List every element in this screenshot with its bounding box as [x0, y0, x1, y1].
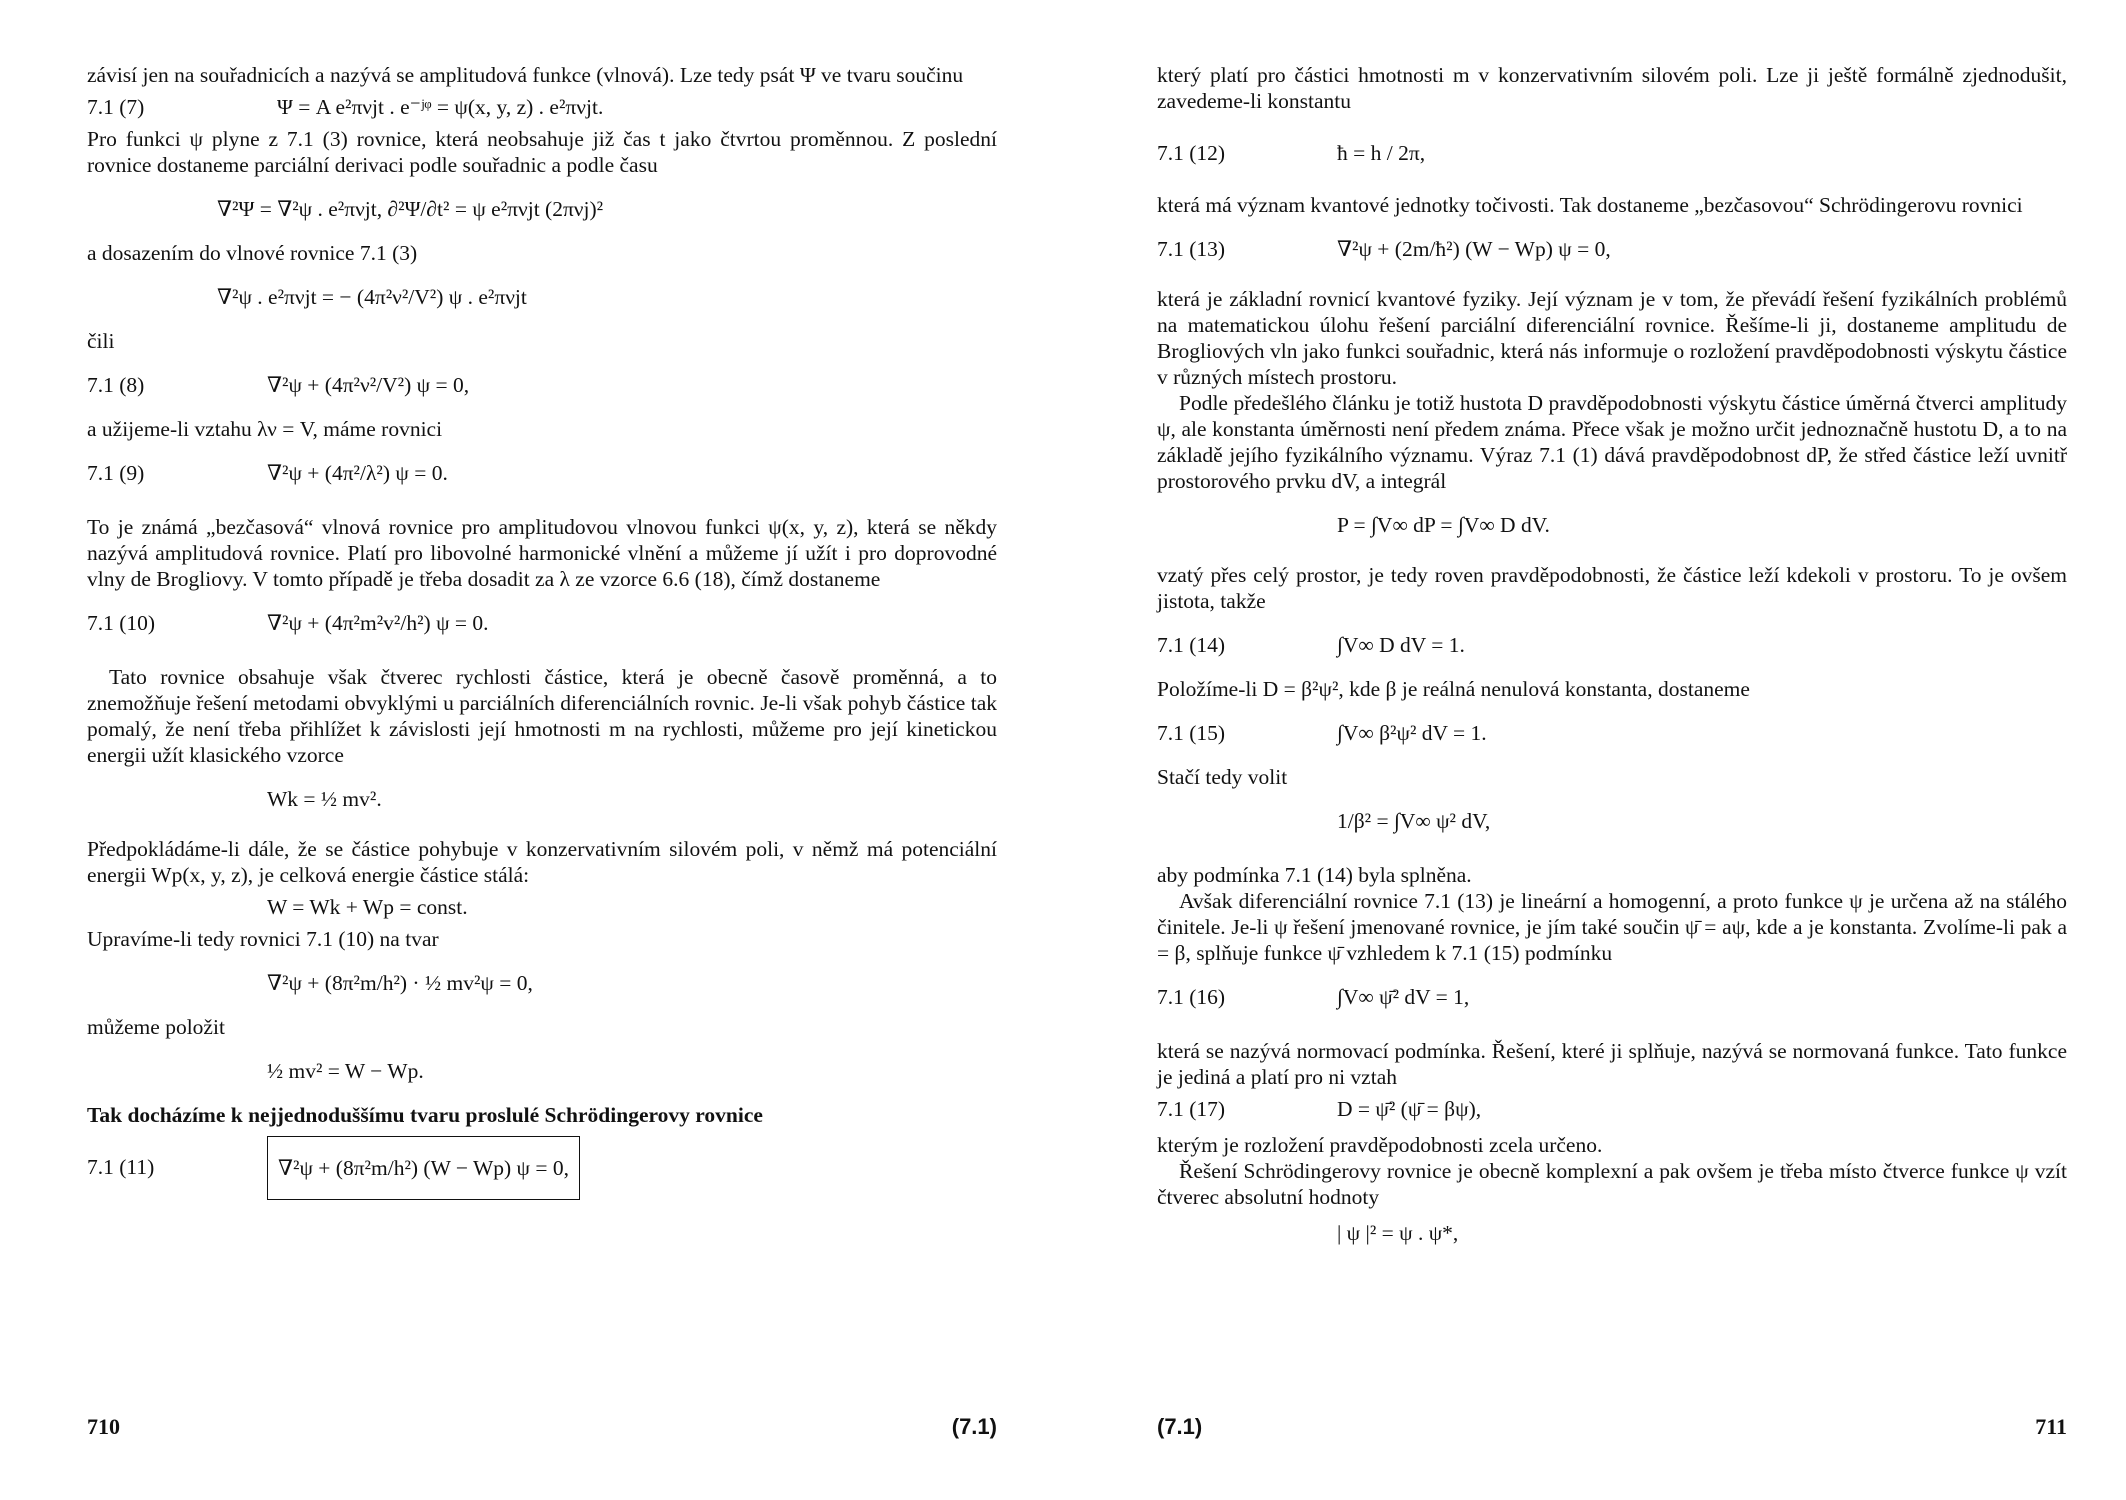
paragraph: Upravíme-li tedy rovnici 7.1 (10) na tvar: [87, 927, 439, 951]
equation-7-1-13: [1157, 218, 2067, 280]
equation-expression: D = ψ̄² (ψ̄ = βψ),: [1337, 1097, 1482, 1121]
equation-7-1-10: [87, 592, 997, 654]
equation-rearranged: [87, 952, 997, 1014]
paragraph: Řešení Schrödingerovy rovnice je obecně komplexní a pak ovšem je třeba místo čtverce funkce ψ vzít čtverec absolutní hodnoty: [1157, 1159, 2067, 1209]
equation-number: 7.1 (7): [87, 95, 145, 119]
paragraph: Stačí tedy volit: [1157, 765, 1288, 789]
equation-expression: W = Wk + Wp = const.: [267, 895, 468, 919]
equation-7-1-15: [1157, 702, 2067, 764]
equation-total-energy: [87, 894, 997, 920]
schrodinger-equation-box: ∇²ψ + (8π²m/h²) (W − Wp) ψ = 0,: [267, 1136, 580, 1200]
equation-substitution: [87, 266, 997, 328]
equation-7-1-17: [1157, 1096, 2067, 1122]
equation-expression: ∇²ψ + (4π²ν²/V²) ψ = 0,: [267, 373, 470, 397]
paragraph: Tak docházíme k nejjednoduššímu tvaru proslulé Schrödingerovy rovnice: [87, 1103, 763, 1127]
equation-absolute-value: [1157, 1220, 2067, 1246]
equation-kinetic-energy: [87, 768, 997, 830]
equation-number: 7.1 (15): [1157, 721, 1226, 745]
equation-expression: ∫V∞ ψ̄² dV = 1,: [1337, 985, 1470, 1009]
paragraph: můžeme položit: [87, 1015, 225, 1039]
equation-7-1-16: [1157, 966, 2067, 1028]
equation-7-1-8: [87, 354, 997, 416]
paragraph: Tato rovnice obsahuje však čtverec rychlosti částice, která je obecně časově proměnná, a to znemožňuje řešení metodami obvyklými u parciálních diferenciálních rovnic. Je-li však pohyb částice tak pomalý, že není třeba přihlížet k závislosti její hmotnosti m na rychlosti, můžeme pro její kinetickou energii užít klasického vzorce: [87, 665, 997, 767]
equation-expression: ∇²Ψ = ∇²ψ . e²πνjt, ∂²Ψ/∂t² = ψ e²πνjt (2πνj)²: [217, 197, 604, 221]
equation-expression: ∇²ψ + (8π²m/h²) · ½ mv²ψ = 0,: [267, 971, 533, 995]
equation-half-mv2: [87, 1040, 997, 1102]
equation-number: 7.1 (11): [87, 1155, 155, 1179]
equation-number: 7.1 (13): [1157, 237, 1226, 261]
equation-expression: ∇²ψ + (4π²/λ²) ψ = 0.: [267, 461, 448, 485]
page-footer: [87, 1412, 997, 1442]
left-page: [87, 62, 997, 1442]
equation-number: 7.1 (16): [1157, 985, 1226, 1009]
paragraph: a užijeme-li vztahu λν = V, máme rovnici: [87, 417, 443, 441]
paragraph: Pro funkci ψ plyne z 7.1 (3) rovnice, která neobsahuje již čas t jako čtvrtou proměnnou. Z poslední rovnice dostaneme parciální derivaci podle souřadnic a podle času: [87, 127, 997, 177]
equation-beta-choice: [1157, 790, 2067, 852]
equation-number: 7.1 (9): [87, 461, 145, 485]
paragraph: kterým je rozložení pravděpodobnosti zcela určeno.: [1157, 1133, 1603, 1157]
section-label: (7.1): [1157, 1414, 1203, 1439]
equation-number: 7.1 (10): [87, 611, 156, 635]
equation-expression: ½ mv² = W − Wp.: [267, 1059, 424, 1083]
paragraph: který platí pro částici hmotnosti m v konzervativním silovém poli. Lze ji ještě formálně zjednodušit, zavedeme-li konstantu: [1157, 63, 2067, 113]
paragraph: závisí jen na souřadnicích a nazývá se amplitudová funkce (vlnová). Lze tedy psát Ψ ve tvaru součinu: [87, 63, 964, 87]
equation-7-1-11: [87, 1128, 997, 1206]
equation-number: 7.1 (12): [1157, 141, 1226, 165]
equation-7-1-9: [87, 442, 997, 504]
equation-expression: P = ∫V∞ dP = ∫V∞ D dV.: [1337, 513, 1550, 537]
equation-derivatives: [87, 178, 997, 240]
page-footer: [1157, 1412, 2067, 1442]
equation-expression: ∇²ψ . e²πνjt = − (4π²ν²/V²) ψ . e²πνjt: [217, 285, 527, 309]
paragraph: a dosazením do vlnové rovnice 7.1 (3): [87, 241, 418, 265]
equation-expression: ∫V∞ D dV = 1.: [1337, 633, 1465, 657]
equation-number: 7.1 (14): [1157, 633, 1226, 657]
right-page: [1157, 62, 2067, 1442]
paragraph: která je základní rovnicí kvantové fyziky. Její význam je v tom, že převádí řešení fyzikálních problémů na matematickou úlohu řešení parciální diferenciální rovnice. Řešíme-li ji, dostaneme amplitudu de Brogliových vln jako funkci souřadnic, která nás informuje o rozložení pravděpodobnosti výskytu částice v různých místech prostoru.: [1157, 287, 2067, 389]
paragraph: vzatý přes celý prostor, je tedy roven pravděpodobnosti, že částice leží kdekoli v prostoru. To je ovšem jistota, takže: [1157, 563, 2067, 613]
equation-expression: | ψ |² = ψ . ψ*,: [1337, 1221, 1459, 1245]
equation-expression: 1/β² = ∫V∞ ψ² dV,: [1337, 809, 1491, 833]
equation-expression: ∇²ψ + (4π²m²v²/h²) ψ = 0.: [267, 611, 489, 635]
equation-7-1-12: [1157, 114, 2067, 192]
paragraph: To je známá „bezčasová“ vlnová rovnice pro amplitudovou vlnovou funkci ψ(x, y, z), která se někdy nazývá amplitudová rovnice. Platí pro libovolné harmonické vlnění a můžeme jí užít i pro doprovodné vlny de Brogliovy. V tomto případě je třeba dosadit za λ ze vzorce 6.6 (18), čímž dostaneme: [87, 515, 997, 591]
equation-probability-integral: [1157, 494, 2067, 556]
page-number: 710: [87, 1414, 120, 1439]
paragraph: aby podmínka 7.1 (14) byla splněna.: [1157, 863, 1472, 887]
page-number: 711: [2035, 1414, 2067, 1439]
equation-expression: Ψ = A e²πνjt . e⁻ʲᵠ = ψ(x, y, z) . e²πνjt.: [277, 95, 604, 119]
paragraph: Podle předešlého článku je totiž hustota D pravděpodobnosti výskytu částice úměrná čtverci amplitudy ψ, ale konstanta úměrnosti není předem známa. Přece však je možno určit jednoznačně hustotu D, a to na základě jejího fyzikálního významu. Výraz 7.1 (1) dává pravděpodobnost dP, že střed částice leží uvnitř prostorového prvku dV, a integrál: [1157, 391, 2067, 493]
equation-number: 7.1 (8): [87, 373, 145, 397]
equation-expression: ħ = h / 2π,: [1337, 141, 1426, 165]
section-label: (7.1): [951, 1414, 997, 1439]
equation-expression: ∫V∞ β²ψ² dV = 1.: [1337, 721, 1487, 745]
paragraph: která se nazývá normovací podmínka. Řešení, které ji splňuje, nazývá se normovaná funkce. Tato funkce je jediná a platí pro ni vztah: [1157, 1039, 2067, 1089]
paragraph: která má význam kvantové jednotky točivosti. Tak dostaneme „bezčasovou“ Schrödingerovu rovnici: [1157, 193, 2023, 217]
paragraph: Avšak diferenciální rovnice 7.1 (13) je lineární a homogenní, a proto funkce ψ je určena až na stálého činitele. Je-li ψ řešení jmenované rovnice, je jím také součin ψ̄ = aψ, kde a je konstanta. Zvolíme-li pak a = β, splňuje funkce ψ̄ vzhledem k 7.1 (15) podmínku: [1157, 889, 2067, 965]
equation-expression: Wk = ½ mv².: [267, 787, 382, 811]
paragraph: Položíme-li D = β²ψ², kde β je reálná nenulová konstanta, dostaneme: [1157, 677, 1750, 701]
equation-expression: ∇²ψ + (2m/ħ²) (W − Wp) ψ = 0,: [1337, 237, 1611, 261]
paragraph: čili: [87, 329, 115, 353]
equation-number: 7.1 (17): [1157, 1097, 1226, 1121]
equation-7-1-14: [1157, 614, 2067, 676]
equation-7-1-7: [87, 94, 997, 120]
paragraph: Předpokládáme-li dále, že se částice pohybuje v konzervativním silovém poli, v němž má potenciální energii Wp(x, y, z), je celková energie částice stálá:: [87, 837, 997, 887]
